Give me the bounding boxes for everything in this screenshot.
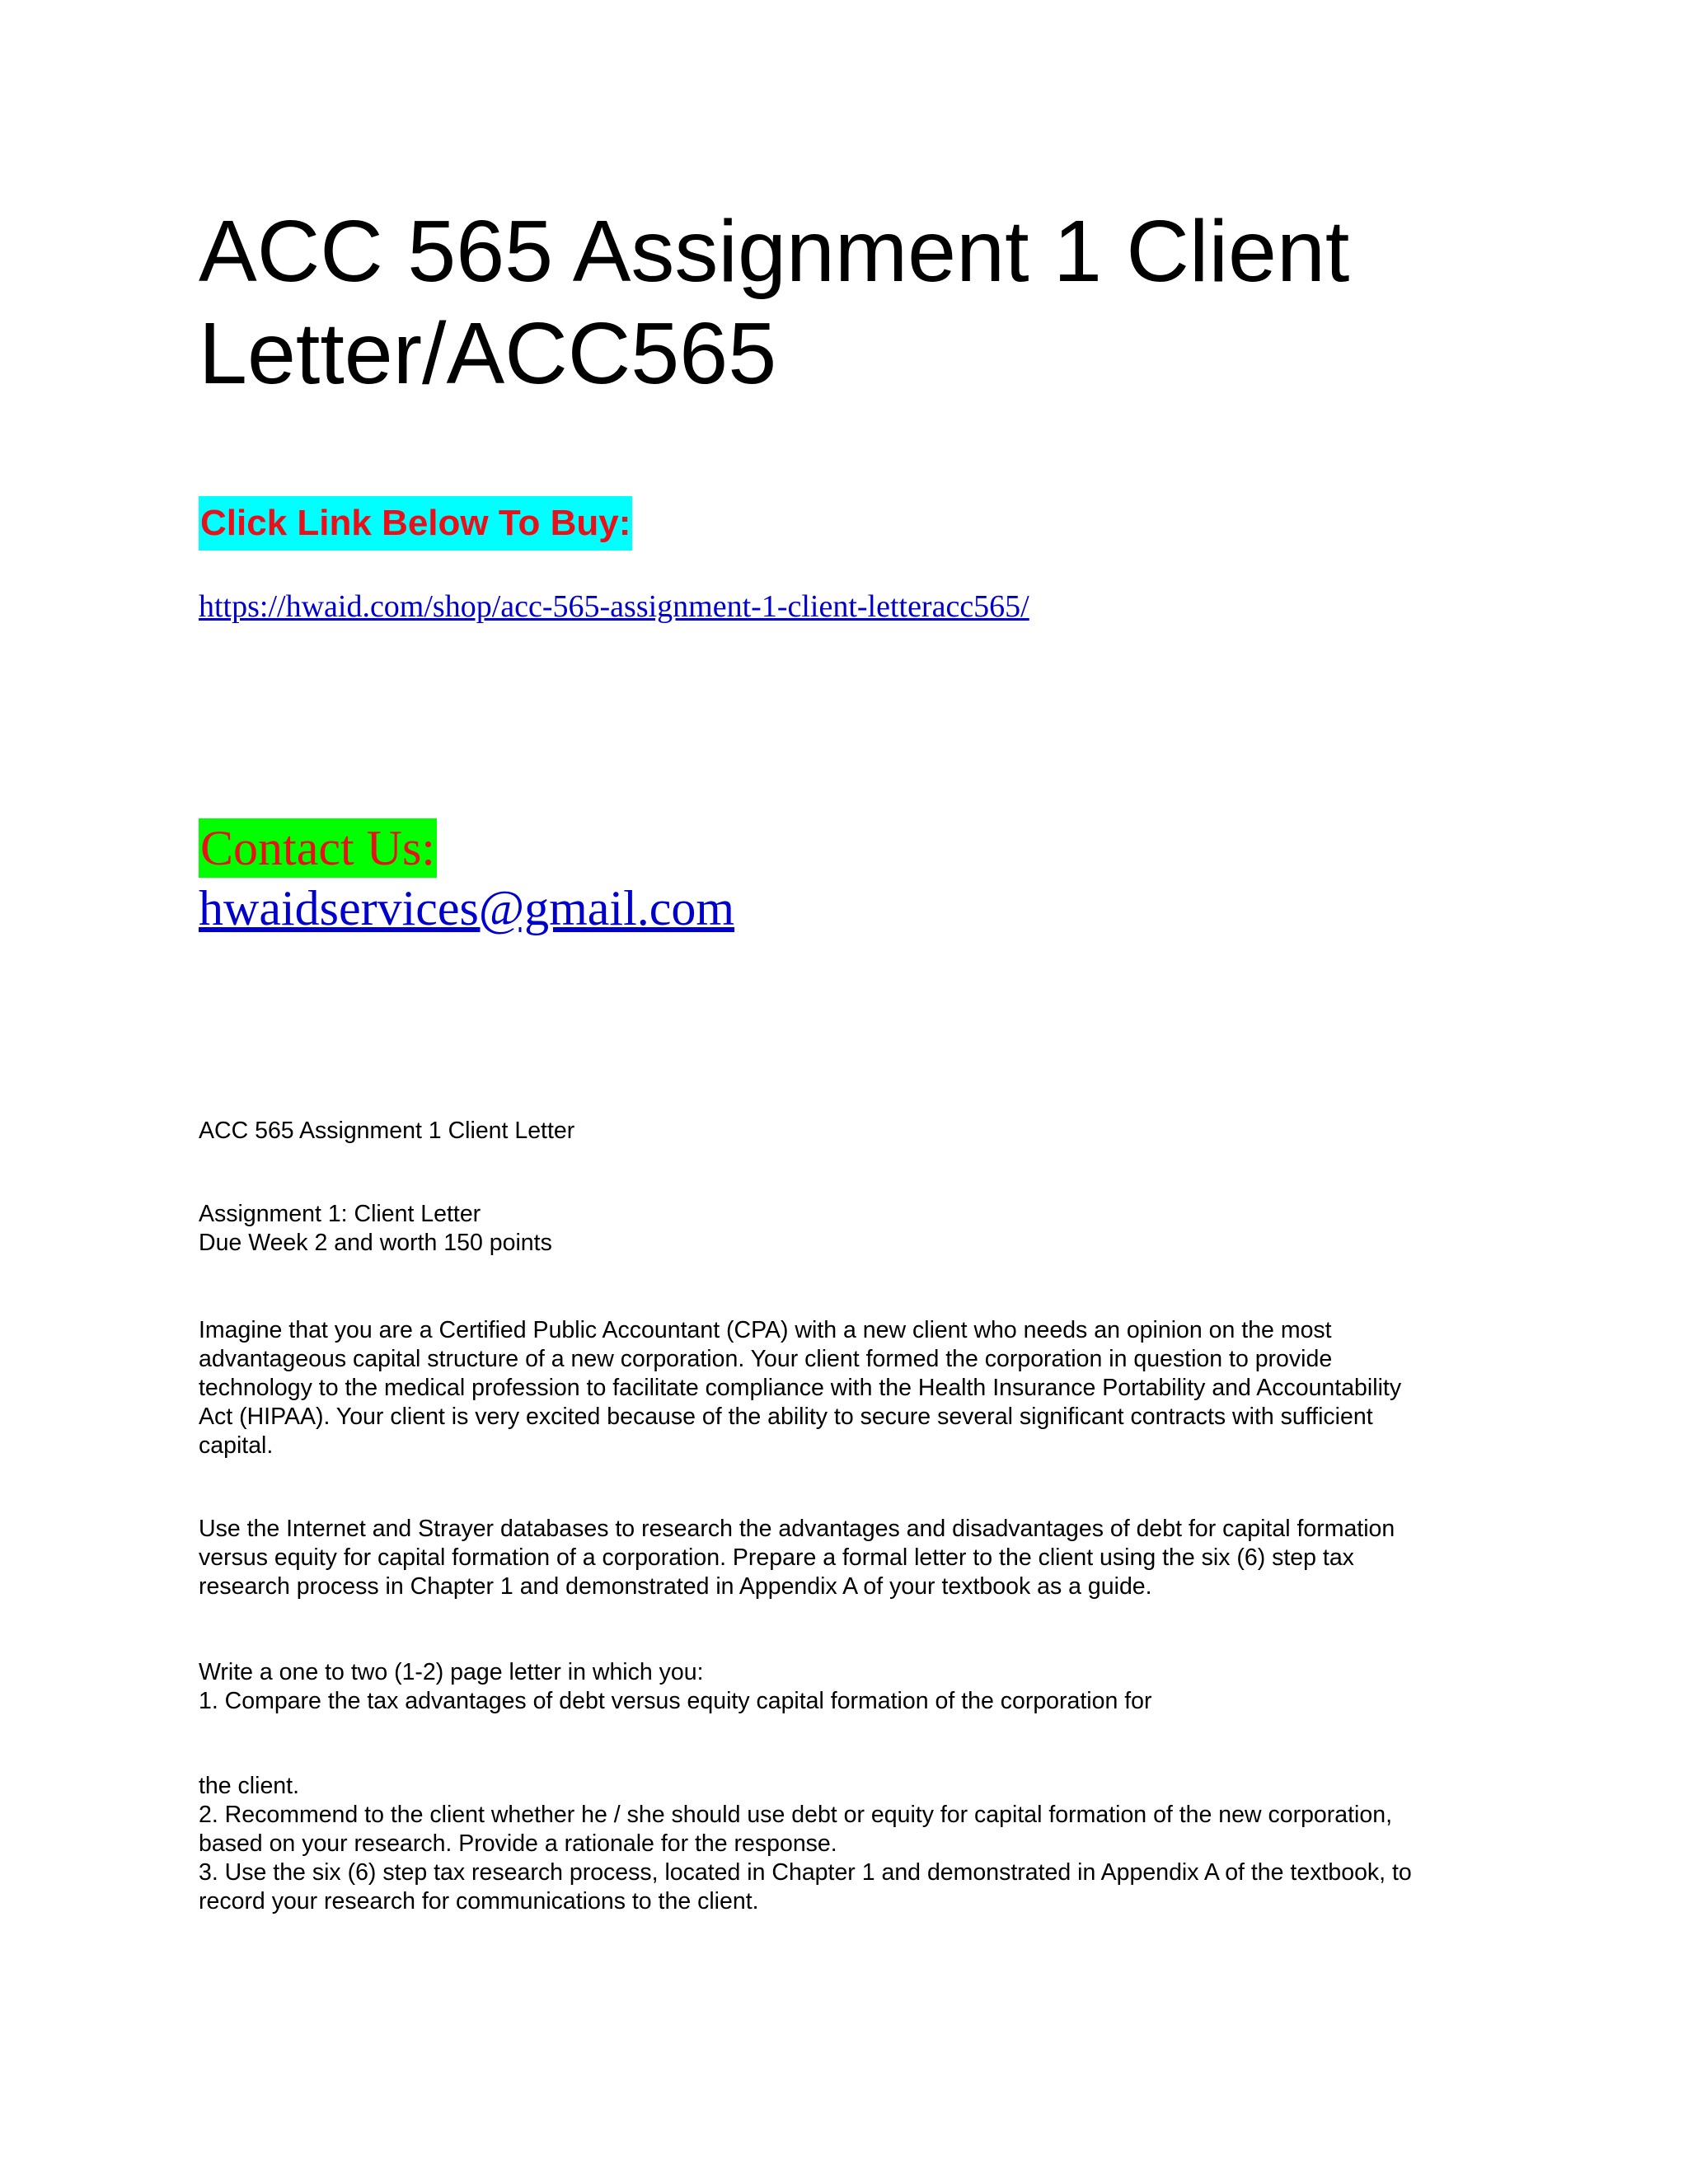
paragraph-1 bbox=[199, 1316, 1401, 1460]
contact-heading: Contact Us: bbox=[199, 818, 437, 878]
write-instructions bbox=[199, 1658, 1152, 1716]
list-item-1-continued: the client. bbox=[199, 1773, 299, 1799]
buy-heading: Click Link Below To Buy: bbox=[199, 496, 632, 551]
list-item-1: 1. Compare the tax advantages of debt versus equity capital formation of the corporation for bbox=[199, 1688, 1152, 1714]
paragraph-1-line: technology to the medical profession to facilitate compliance with the Health Insurance Portability and Accountability bbox=[199, 1375, 1402, 1401]
title-line-1: ACC 565 Assignment 1 Client bbox=[199, 203, 1350, 300]
write-intro: Write a one to two (1-2) page letter in which you: bbox=[199, 1659, 704, 1685]
document-title bbox=[199, 200, 1349, 405]
requirements-list bbox=[199, 1772, 1412, 1916]
body-heading bbox=[199, 1117, 574, 1146]
paragraph-2-line: versus equity for capital formation of a corporation. Prepare a formal letter to the client using the six (6) step tax bbox=[199, 1544, 1354, 1571]
paragraph-1-line: Imagine that you are a Certified Public Accountant (CPA) with a new client who needs an opinion on the most bbox=[199, 1317, 1332, 1343]
paragraph-1-line: capital. bbox=[199, 1432, 274, 1459]
body-heading-text: ACC 565 Assignment 1 Client Letter bbox=[199, 1118, 575, 1144]
paragraph-1-line: Act (HIPAA). Your client is very excited because of the ability to secure several significant contracts with sufficient bbox=[199, 1404, 1373, 1430]
assignment-title: Assignment 1: Client Letter bbox=[199, 1201, 481, 1227]
list-item-3: record your research for communications to the client. bbox=[199, 1888, 759, 1915]
title-line-2: Letter/ACC565 bbox=[199, 305, 777, 402]
paragraph-2-line: research process in Chapter 1 and demonstrated in Appendix A of your textbook as a guide. bbox=[199, 1573, 1152, 1600]
buy-link[interactable]: https://hwaid.com/shop/acc-565-assignment-1-client-letteracc565/ bbox=[199, 589, 1029, 624]
paragraph-2 bbox=[199, 1515, 1395, 1601]
due-line: Due Week 2 and worth 150 points bbox=[199, 1230, 552, 1256]
assignment-info bbox=[199, 1200, 552, 1258]
list-item-3: 3. Use the six (6) step tax research process, located in Chapter 1 and demonstrated in Appendix A of the textbook, to bbox=[199, 1859, 1412, 1886]
list-item-2: 2. Recommend to the client whether he / she should use debt or equity for capital formation of the new corporation, bbox=[199, 1802, 1392, 1828]
paragraph-2-line: Use the Internet and Strayer databases to research the advantages and disadvantages of debt for capital formation bbox=[199, 1516, 1395, 1542]
paragraph-1-line: advantageous capital structure of a new corporation. Your client formed the corporation in question to provide bbox=[199, 1346, 1333, 1372]
contact-email-link[interactable]: hwaidservices@gmail.com bbox=[199, 881, 735, 935]
list-item-2: based on your research. Provide a rationale for the response. bbox=[199, 1830, 837, 1857]
